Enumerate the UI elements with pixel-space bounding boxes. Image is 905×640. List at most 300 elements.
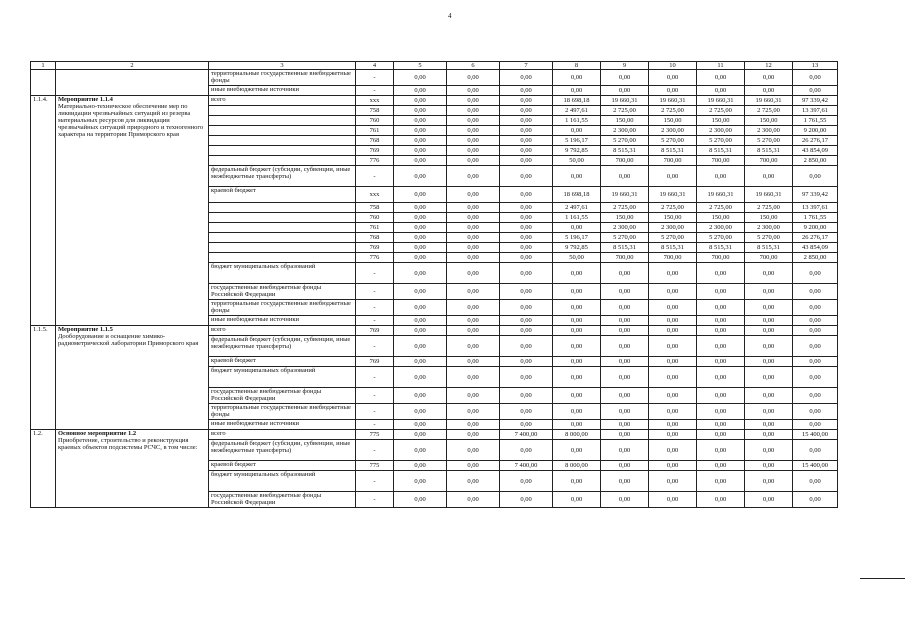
amount-cell: 2 725,00 <box>649 203 697 213</box>
amount-cell: 700,00 <box>697 156 745 166</box>
amount-cell: 0,00 <box>793 440 838 461</box>
amount-cell: 0,00 <box>553 420 601 430</box>
amount-cell: 0,00 <box>500 106 553 116</box>
amount-cell: 5 270,00 <box>697 136 745 146</box>
column-number-cell: 9 <box>601 62 649 70</box>
amount-cell: 0,00 <box>394 156 447 166</box>
amount-cell: 0,00 <box>447 357 500 367</box>
amount-cell: 19 660,31 <box>601 96 649 106</box>
amount-cell: 0,00 <box>447 284 500 300</box>
amount-cell: 0,00 <box>601 326 649 336</box>
funding-source-cell <box>209 126 356 136</box>
amount-cell: 0,00 <box>649 420 697 430</box>
amount-cell: 0,00 <box>394 166 447 187</box>
amount-cell: 0,00 <box>500 440 553 461</box>
amount-cell: 2 300,00 <box>649 126 697 136</box>
funding-source-cell: государственные внебюджетные фонды Российской Федерации <box>209 388 356 404</box>
amount-cell: 0,00 <box>447 492 500 508</box>
column-number-cell: 1 <box>31 62 56 70</box>
funding-source-cell <box>209 223 356 233</box>
amount-cell: 1 761,55 <box>793 213 838 223</box>
funding-source-cell: территориальные государственные внебюджетные фонды <box>209 70 356 86</box>
funding-source-cell: федеральный бюджет (субсидии, субвенции, иные межбюджетные трансферты) <box>209 440 356 461</box>
amount-cell: 0,00 <box>601 440 649 461</box>
amount-cell: 0,00 <box>793 367 838 388</box>
amount-cell: 0,00 <box>394 404 447 420</box>
amount-cell: 2 497,61 <box>553 106 601 116</box>
amount-cell: 0,00 <box>394 440 447 461</box>
amount-cell: 0,00 <box>447 96 500 106</box>
amount-cell: 0,00 <box>500 243 553 253</box>
amount-cell: 0,00 <box>793 70 838 86</box>
bottom-rule <box>860 578 905 579</box>
budget-code-cell: 760 <box>356 213 394 223</box>
budget-code-cell: 776 <box>356 156 394 166</box>
item-description: Приобретение, строительство и реконструкция краевых объектов подсистемы РСЧС, в том числе: <box>58 437 198 451</box>
budget-code-cell: 769 <box>356 357 394 367</box>
amount-cell: 97 339,42 <box>793 187 838 203</box>
column-number-cell: 11 <box>697 62 745 70</box>
amount-cell: 700,00 <box>697 253 745 263</box>
amount-cell: 0,00 <box>447 116 500 126</box>
amount-cell: 2 725,00 <box>601 203 649 213</box>
amount-cell: 0,00 <box>394 471 447 492</box>
amount-cell: 0,00 <box>394 203 447 213</box>
budget-code-cell: 761 <box>356 126 394 136</box>
amount-cell: 0,00 <box>553 404 601 420</box>
amount-cell: 43 854,09 <box>793 146 838 156</box>
column-number-cell: 4 <box>356 62 394 70</box>
amount-cell: 0,00 <box>447 367 500 388</box>
amount-cell: 0,00 <box>394 126 447 136</box>
amount-cell: 0,00 <box>553 70 601 86</box>
amount-cell: 0,00 <box>553 326 601 336</box>
funding-source-cell: бюджет муниципальных образований <box>209 471 356 492</box>
amount-cell: 7 400,00 <box>500 430 553 440</box>
funding-source-cell: всего <box>209 326 356 336</box>
amount-cell: 0,00 <box>500 336 553 357</box>
amount-cell: 0,00 <box>394 116 447 126</box>
funding-source-cell: краевой бюджет <box>209 357 356 367</box>
amount-cell: 0,00 <box>447 430 500 440</box>
amount-cell: 0,00 <box>394 243 447 253</box>
column-number-cell: 12 <box>745 62 793 70</box>
amount-cell: 0,00 <box>447 233 500 243</box>
amount-cell: 0,00 <box>447 336 500 357</box>
amount-cell: 0,00 <box>447 404 500 420</box>
amount-cell: 0,00 <box>793 357 838 367</box>
funding-source-cell: всего <box>209 96 356 106</box>
amount-cell: 0,00 <box>793 336 838 357</box>
amount-cell: 0,00 <box>447 106 500 116</box>
amount-cell: 0,00 <box>394 86 447 96</box>
amount-cell: 0,00 <box>500 203 553 213</box>
amount-cell: 0,00 <box>697 166 745 187</box>
amount-cell: 0,00 <box>447 213 500 223</box>
amount-cell: 0,00 <box>553 126 601 136</box>
funding-source-cell: бюджет муниципальных образований <box>209 367 356 388</box>
amount-cell: 0,00 <box>447 70 500 86</box>
amount-cell: 0,00 <box>649 284 697 300</box>
amount-cell: 0,00 <box>553 284 601 300</box>
amount-cell: 0,00 <box>553 166 601 187</box>
amount-cell: 0,00 <box>601 300 649 316</box>
amount-cell: 0,00 <box>649 336 697 357</box>
amount-cell: 0,00 <box>500 404 553 420</box>
amount-cell: 50,00 <box>553 156 601 166</box>
amount-cell: 0,00 <box>745 86 793 96</box>
amount-cell: 0,00 <box>601 367 649 388</box>
amount-cell: 0,00 <box>745 336 793 357</box>
amount-cell: 0,00 <box>793 326 838 336</box>
amount-cell: 0,00 <box>649 430 697 440</box>
amount-cell: 0,00 <box>394 430 447 440</box>
amount-cell: 0,00 <box>500 326 553 336</box>
amount-cell: 0,00 <box>553 300 601 316</box>
item-code-cell <box>31 70 56 96</box>
amount-cell: 0,00 <box>500 136 553 146</box>
funding-source-cell <box>209 243 356 253</box>
budget-code-cell: 775 <box>356 461 394 471</box>
amount-cell: 0,00 <box>793 263 838 284</box>
item-code-cell: 1.1.4. <box>31 96 56 326</box>
amount-cell: 0,00 <box>500 300 553 316</box>
amount-cell: 8 000,00 <box>553 461 601 471</box>
amount-cell: 700,00 <box>649 156 697 166</box>
amount-cell: 0,00 <box>447 156 500 166</box>
amount-cell: 0,00 <box>601 471 649 492</box>
amount-cell: 150,00 <box>697 213 745 223</box>
amount-cell: 0,00 <box>500 166 553 187</box>
budget-code-cell: 776 <box>356 253 394 263</box>
item-name-cell <box>56 430 209 508</box>
amount-cell: 0,00 <box>745 300 793 316</box>
amount-cell: 5 196,17 <box>553 233 601 243</box>
item-code-cell: 1.1.5. <box>31 326 56 430</box>
funding-source-cell: бюджет муниципальных образований <box>209 263 356 284</box>
amount-cell: 0,00 <box>793 316 838 326</box>
amount-cell: 0,00 <box>500 126 553 136</box>
amount-cell: 0,00 <box>500 233 553 243</box>
amount-cell: 0,00 <box>500 388 553 404</box>
funding-source-cell: всего <box>209 430 356 440</box>
amount-cell: 0,00 <box>394 146 447 156</box>
funding-source-cell <box>209 106 356 116</box>
funding-source-cell: государственные внебюджетные фонды Российской Федерации <box>209 492 356 508</box>
amount-cell: 15 400,00 <box>793 430 838 440</box>
funding-source-cell: территориальные государственные внебюджетные фонды <box>209 300 356 316</box>
amount-cell: 0,00 <box>697 440 745 461</box>
amount-cell: 0,00 <box>500 284 553 300</box>
amount-cell: 0,00 <box>697 300 745 316</box>
amount-cell: 0,00 <box>697 284 745 300</box>
amount-cell: 0,00 <box>793 404 838 420</box>
amount-cell: 0,00 <box>601 70 649 86</box>
amount-cell: 0,00 <box>500 367 553 388</box>
item-name-cell <box>56 70 209 96</box>
amount-cell: 8 000,00 <box>553 430 601 440</box>
amount-cell: 0,00 <box>447 388 500 404</box>
item-title: Мероприятие 1.1.4 <box>58 96 113 103</box>
amount-cell: 0,00 <box>649 263 697 284</box>
item-description: Материально-техническое обеспечение мер по ликвидации чрезвычайных ситуаций из резерва материальных ресурсов для ликвидации чрезвычайных ситуаций природного и техногенного характера на территории Приморского края <box>58 103 204 138</box>
column-number-cell: 5 <box>394 62 447 70</box>
amount-cell: 0,00 <box>447 86 500 96</box>
amount-cell: 5 270,00 <box>649 233 697 243</box>
amount-cell: 0,00 <box>553 316 601 326</box>
amount-cell: 0,00 <box>500 471 553 492</box>
budget-code-cell: 758 <box>356 106 394 116</box>
amount-cell: 0,00 <box>447 263 500 284</box>
amount-cell: 0,00 <box>649 326 697 336</box>
amount-cell: 0,00 <box>745 471 793 492</box>
funding-source-cell <box>209 233 356 243</box>
amount-cell: 8 515,31 <box>601 243 649 253</box>
amount-cell: 0,00 <box>394 223 447 233</box>
amount-cell: 0,00 <box>697 263 745 284</box>
amount-cell: 0,00 <box>394 492 447 508</box>
amount-cell: 0,00 <box>697 420 745 430</box>
amount-cell: 150,00 <box>649 116 697 126</box>
amount-cell: 0,00 <box>649 404 697 420</box>
item-description: Дооборудование и оснащение химико-радиометрической лаборатории Приморского края <box>58 333 199 347</box>
amount-cell: 0,00 <box>745 404 793 420</box>
budget-code-cell: ххх <box>356 96 394 106</box>
amount-cell: 0,00 <box>601 284 649 300</box>
amount-cell: 1 161,55 <box>553 116 601 126</box>
budget-code-cell: - <box>356 388 394 404</box>
amount-cell: 0,00 <box>447 243 500 253</box>
budget-code-cell: - <box>356 367 394 388</box>
funding-source-cell <box>209 116 356 126</box>
amount-cell: 0,00 <box>649 388 697 404</box>
column-number-cell: 13 <box>793 62 838 70</box>
amount-cell: 0,00 <box>394 187 447 203</box>
amount-cell: 0,00 <box>447 461 500 471</box>
amount-cell: 19 660,31 <box>697 187 745 203</box>
amount-cell: 0,00 <box>601 336 649 357</box>
amount-cell: 0,00 <box>697 70 745 86</box>
amount-cell: 0,00 <box>745 492 793 508</box>
table-row <box>31 96 838 106</box>
amount-cell: 18 698,18 <box>553 96 601 106</box>
amount-cell: 19 660,31 <box>745 96 793 106</box>
amount-cell: 0,00 <box>394 253 447 263</box>
amount-cell: 0,00 <box>394 106 447 116</box>
amount-cell: 26 276,17 <box>793 136 838 146</box>
amount-cell: 0,00 <box>697 326 745 336</box>
budget-code-cell: 769 <box>356 146 394 156</box>
amount-cell: 2 300,00 <box>697 126 745 136</box>
budget-code-cell: - <box>356 440 394 461</box>
amount-cell: 0,00 <box>649 166 697 187</box>
budget-code-cell: - <box>356 316 394 326</box>
amount-cell: 13 397,61 <box>793 203 838 213</box>
table-row <box>31 70 838 86</box>
amount-cell: 0,00 <box>553 263 601 284</box>
amount-cell: 0,00 <box>553 471 601 492</box>
amount-cell: 8 515,31 <box>601 146 649 156</box>
amount-cell: 0,00 <box>553 492 601 508</box>
budget-code-cell: - <box>356 166 394 187</box>
amount-cell: 0,00 <box>745 316 793 326</box>
amount-cell: 0,00 <box>447 203 500 213</box>
amount-cell: 2 300,00 <box>745 126 793 136</box>
amount-cell: 0,00 <box>745 367 793 388</box>
amount-cell: 0,00 <box>500 223 553 233</box>
budget-table <box>30 61 838 508</box>
funding-source-cell <box>209 156 356 166</box>
amount-cell: 0,00 <box>394 284 447 300</box>
amount-cell: 0,00 <box>745 420 793 430</box>
amount-cell: 0,00 <box>697 388 745 404</box>
amount-cell: 0,00 <box>601 388 649 404</box>
amount-cell: 0,00 <box>500 96 553 106</box>
amount-cell: 9 200,00 <box>793 126 838 136</box>
amount-cell: 0,00 <box>500 86 553 96</box>
amount-cell: 13 397,61 <box>793 106 838 116</box>
amount-cell: 0,00 <box>649 70 697 86</box>
amount-cell: 0,00 <box>649 367 697 388</box>
budget-code-cell: - <box>356 263 394 284</box>
amount-cell: 0,00 <box>394 388 447 404</box>
amount-cell: 0,00 <box>745 70 793 86</box>
amount-cell: 0,00 <box>447 326 500 336</box>
amount-cell: 9 792,85 <box>553 243 601 253</box>
amount-cell: 700,00 <box>601 253 649 263</box>
amount-cell: 19 660,31 <box>649 96 697 106</box>
amount-cell: 0,00 <box>447 300 500 316</box>
amount-cell: 5 270,00 <box>601 136 649 146</box>
amount-cell: 0,00 <box>394 300 447 316</box>
amount-cell: 2 725,00 <box>649 106 697 116</box>
funding-source-cell <box>209 146 356 156</box>
amount-cell: 150,00 <box>745 213 793 223</box>
amount-cell: 0,00 <box>601 263 649 284</box>
amount-cell: 2 725,00 <box>745 106 793 116</box>
amount-cell: 0,00 <box>649 316 697 326</box>
amount-cell: 0,00 <box>649 86 697 96</box>
amount-cell: 0,00 <box>447 471 500 492</box>
amount-cell: 0,00 <box>553 86 601 96</box>
amount-cell: 0,00 <box>394 316 447 326</box>
amount-cell: 0,00 <box>649 357 697 367</box>
amount-cell: 0,00 <box>500 187 553 203</box>
column-number-cell: 3 <box>209 62 356 70</box>
amount-cell: 0,00 <box>553 388 601 404</box>
amount-cell: 2 725,00 <box>697 106 745 116</box>
funding-source-cell <box>209 253 356 263</box>
amount-cell: 0,00 <box>697 367 745 388</box>
budget-code-cell: 761 <box>356 223 394 233</box>
amount-cell: 0,00 <box>601 492 649 508</box>
amount-cell: 2 300,00 <box>601 126 649 136</box>
funding-source-cell: иные внебюджетные источники <box>209 420 356 430</box>
amount-cell: 0,00 <box>500 492 553 508</box>
funding-source-cell <box>209 213 356 223</box>
amount-cell: 0,00 <box>697 357 745 367</box>
amount-cell: 700,00 <box>745 253 793 263</box>
amount-cell: 1 761,55 <box>793 116 838 126</box>
funding-source-cell: федеральный бюджет (субсидии, субвенции, иные межбюджетные трансферты) <box>209 166 356 187</box>
amount-cell: 0,00 <box>649 461 697 471</box>
item-name-cell <box>56 326 209 430</box>
amount-cell: 2 300,00 <box>649 223 697 233</box>
amount-cell: 50,00 <box>553 253 601 263</box>
budget-code-cell: 768 <box>356 136 394 146</box>
amount-cell: 0,00 <box>500 420 553 430</box>
amount-cell: 0,00 <box>697 86 745 96</box>
amount-cell: 700,00 <box>745 156 793 166</box>
amount-cell: 2 725,00 <box>745 203 793 213</box>
amount-cell: 0,00 <box>394 213 447 223</box>
amount-cell: 19 660,31 <box>601 187 649 203</box>
amount-cell: 8 515,31 <box>697 146 745 156</box>
amount-cell: 0,00 <box>500 156 553 166</box>
amount-cell: 8 515,31 <box>697 243 745 253</box>
amount-cell: 0,00 <box>745 326 793 336</box>
budget-code-cell: 760 <box>356 116 394 126</box>
amount-cell: 0,00 <box>745 388 793 404</box>
amount-cell: 0,00 <box>553 440 601 461</box>
amount-cell: 0,00 <box>649 471 697 492</box>
amount-cell: 0,00 <box>394 326 447 336</box>
amount-cell: 2 725,00 <box>601 106 649 116</box>
amount-cell: 0,00 <box>447 440 500 461</box>
funding-source-cell: государственные внебюджетные фонды Российской Федерации <box>209 284 356 300</box>
item-title: Мероприятие 1.1.5 <box>58 326 113 333</box>
item-name-cell <box>56 96 209 326</box>
funding-source-cell: федеральный бюджет (субсидии, субвенции, иные межбюджетные трансферты) <box>209 336 356 357</box>
amount-cell: 0,00 <box>394 336 447 357</box>
amount-cell: 0,00 <box>447 187 500 203</box>
amount-cell: 19 660,31 <box>649 187 697 203</box>
amount-cell: 0,00 <box>394 263 447 284</box>
budget-code-cell: - <box>356 300 394 316</box>
amount-cell: 0,00 <box>793 471 838 492</box>
budget-code-cell: - <box>356 420 394 430</box>
amount-cell: 2 300,00 <box>601 223 649 233</box>
funding-source-cell: территориальные государственные внебюджетные фонды <box>209 404 356 420</box>
amount-cell: 0,00 <box>394 461 447 471</box>
budget-code-cell: - <box>356 404 394 420</box>
column-number-cell: 8 <box>553 62 601 70</box>
amount-cell: 0,00 <box>601 316 649 326</box>
amount-cell: 0,00 <box>745 461 793 471</box>
amount-cell: 0,00 <box>793 492 838 508</box>
amount-cell: 0,00 <box>500 70 553 86</box>
amount-cell: 700,00 <box>649 253 697 263</box>
budget-code-cell: 768 <box>356 233 394 243</box>
amount-cell: 0,00 <box>447 126 500 136</box>
amount-cell: 5 270,00 <box>649 136 697 146</box>
budget-code-cell: ххх <box>356 187 394 203</box>
amount-cell: 0,00 <box>649 440 697 461</box>
amount-cell: 0,00 <box>500 253 553 263</box>
amount-cell: 19 660,31 <box>697 96 745 106</box>
amount-cell: 2 300,00 <box>697 223 745 233</box>
amount-cell: 0,00 <box>500 116 553 126</box>
amount-cell: 0,00 <box>500 316 553 326</box>
amount-cell: 0,00 <box>500 146 553 156</box>
amount-cell: 2 725,00 <box>697 203 745 213</box>
funding-source-cell: иные внебюджетные источники <box>209 86 356 96</box>
budget-code-cell: 769 <box>356 326 394 336</box>
amount-cell: 8 515,31 <box>745 243 793 253</box>
amount-cell: 0,00 <box>447 223 500 233</box>
amount-cell: 0,00 <box>447 166 500 187</box>
amount-cell: 0,00 <box>553 336 601 357</box>
